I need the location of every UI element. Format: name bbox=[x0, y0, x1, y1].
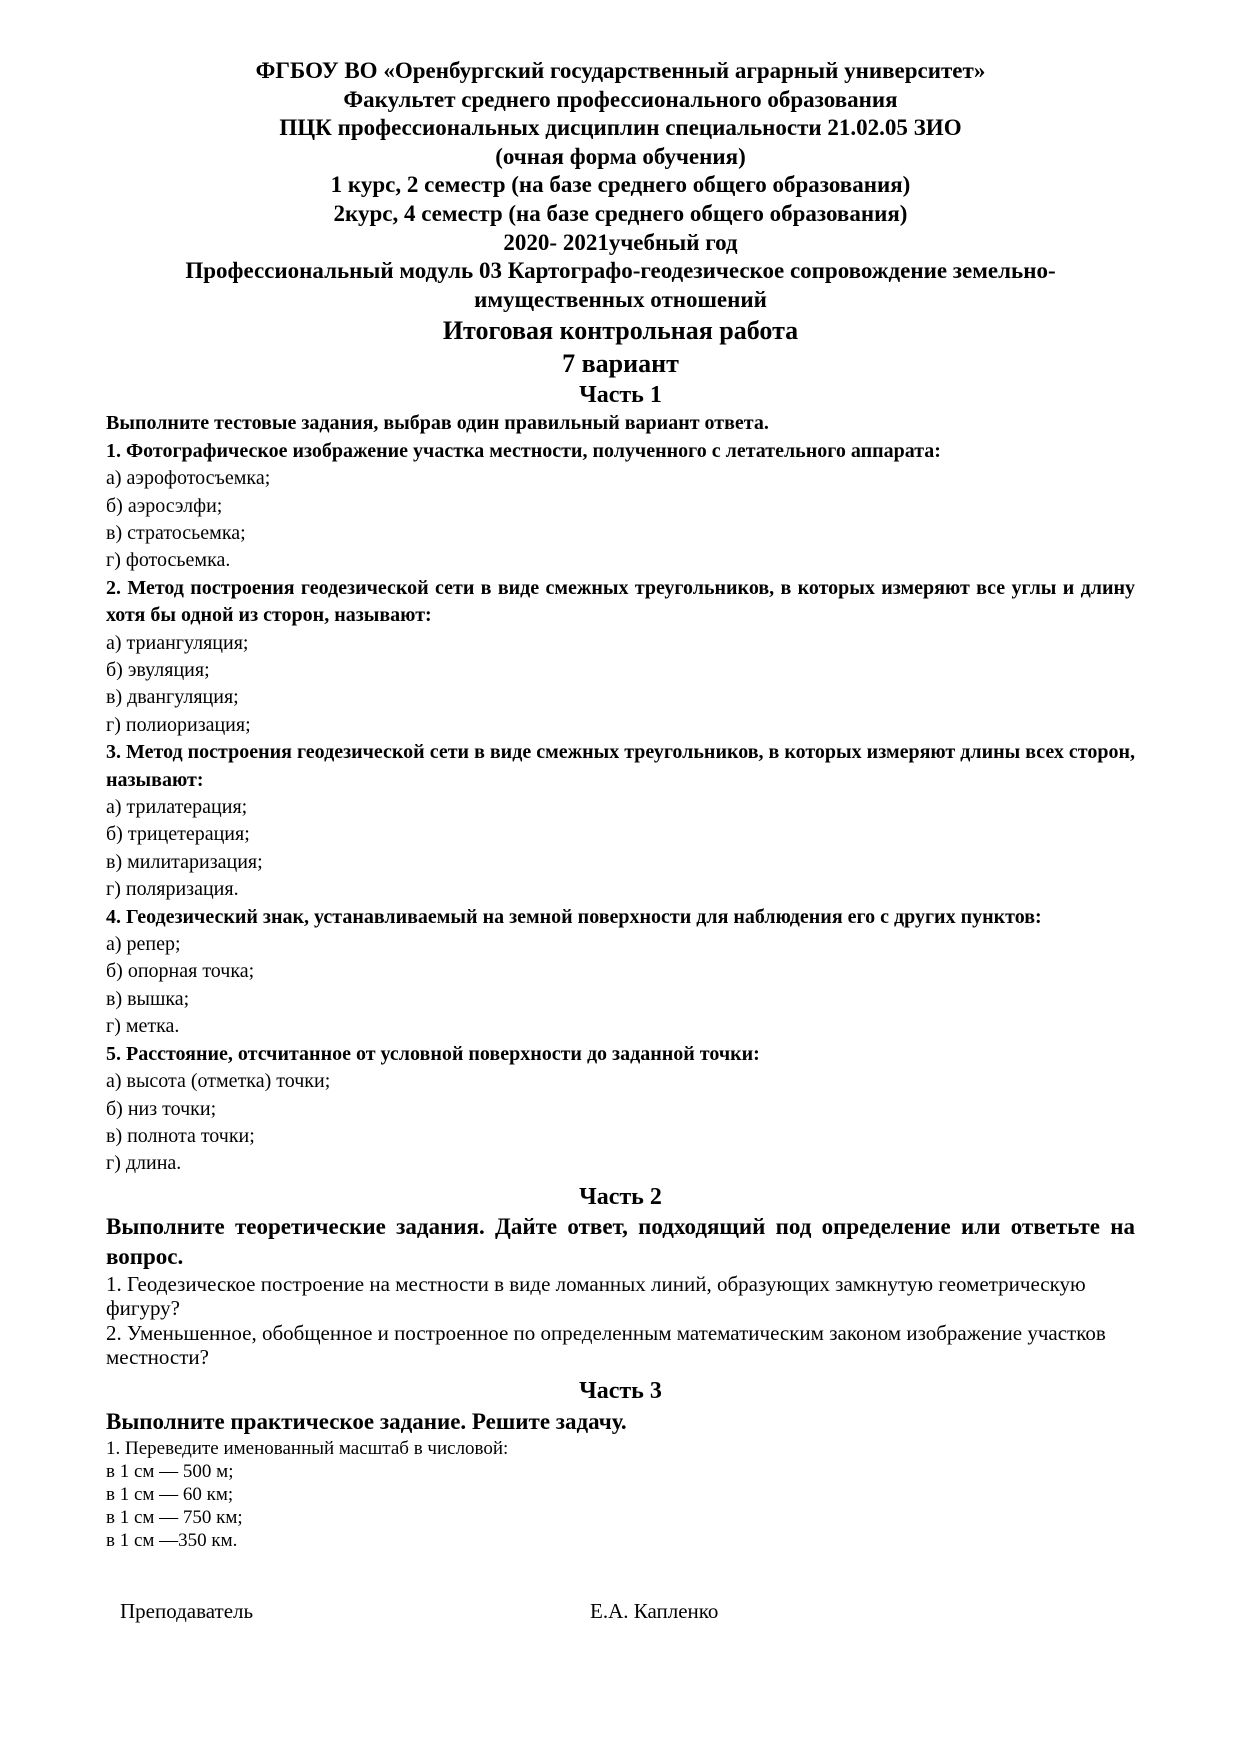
header-line-module-2: имущественных отношений bbox=[474, 286, 767, 312]
question-2-option-b: б) эвуляция; bbox=[106, 659, 210, 681]
question-4-option-g: г) метка. bbox=[106, 1015, 180, 1038]
question-5-option-b: б) низ точки; bbox=[106, 1097, 217, 1120]
question-5-option-g: г) длина. bbox=[106, 1152, 182, 1175]
header-line-specialty: ПЦК профессиональных дисциплин специальности 21.02.05 ЗИО bbox=[279, 115, 962, 141]
part1-instruction: Выполните тестовые задания, выбрав один правильный вариант ответа. bbox=[106, 412, 769, 435]
question-2-option-v: в) двангуляция; bbox=[106, 686, 239, 709]
question-4-option-a: а) репер; bbox=[106, 933, 181, 956]
scale-item-4: в 1 см —350 км. bbox=[106, 1529, 238, 1551]
question-3-text: 3. Метод построения геодезической сети в виде смежных треугольников, в которых измеряют длины всех сторон, называют: bbox=[106, 741, 1135, 791]
part3-task: 1. Переведите именованный масштаб в числовой: bbox=[106, 1437, 509, 1459]
part3-instruction: Выполните практическое задание. Решите задачу. bbox=[106, 1408, 627, 1434]
part2-instruction: Выполните теоретические задания. Дайте ответ, подходящий под определение или ответьте на вопрос. bbox=[106, 1213, 1135, 1269]
part1-heading: Часть 1 bbox=[579, 382, 662, 409]
question-2-option-a: а) триангуляция; bbox=[106, 631, 249, 654]
question-1-option-a: а) аэрофотосъемка; bbox=[106, 467, 271, 490]
part3-section bbox=[106, 1406, 1135, 1552]
part2-item-1: 1. Геодезическое построение на местности в виде ломанных линий, образующих замкнутую геометрическую фигуру? bbox=[106, 1271, 1086, 1321]
header-line-course-1: 1 курс, 2 семестр (на базе среднего общего образования) bbox=[330, 172, 911, 198]
scale-item-1: в 1 см — 500 м; bbox=[106, 1460, 234, 1482]
question-1-text: 1. Фотографическое изображение участка местности, полученного с летательного аппарата: bbox=[106, 439, 941, 462]
question-1-option-g: г) фотосьемка. bbox=[106, 549, 231, 572]
variant-label: 7 вариант bbox=[562, 349, 679, 379]
header-line-university: ФГБОУ ВО «Оренбургский государственный аграрный университет» bbox=[255, 58, 986, 83]
question-2-text: 2. Метод построения геодезической сети в виде смежных треугольников, в которых измеряют все углы и длину хотя бы одной из сторон, называют: bbox=[106, 576, 1135, 627]
question-5-option-a: а) высота (отметка) точки; bbox=[106, 1070, 331, 1093]
question-4-option-b: б) опорная точка; bbox=[106, 960, 255, 983]
header-line-study-form: (очная форма обучения) bbox=[495, 143, 746, 169]
footer-name: Е.А. Капленко bbox=[590, 1598, 719, 1623]
question-1-option-v: в) стратосьемка; bbox=[106, 521, 246, 544]
question-1-option-b: б) аэросэлфи; bbox=[106, 494, 223, 517]
part3-heading: Часть 3 bbox=[579, 1377, 662, 1404]
question-4-option-v: в) вышка; bbox=[106, 987, 190, 1010]
question-4-text: 4. Геодезический знак, устанавливаемый на земной поверхности для наблюдения его с других пунктов: bbox=[106, 905, 1042, 928]
scale-item-3: в 1 см — 750 км; bbox=[106, 1506, 243, 1528]
part2-item-2: 2. Уменьшенное, обобщенное и построенное по определенным математическим законом изображение участков местности? bbox=[106, 1320, 1106, 1370]
question-5-text: 5. Расстояние, отсчитанное от условной поверхности до заданной точки: bbox=[106, 1042, 760, 1065]
scale-item-2: в 1 см — 60 км; bbox=[106, 1483, 234, 1505]
header-line-academic-year: 2020- 2021учебный год bbox=[503, 229, 738, 255]
part2-heading: Часть 2 bbox=[579, 1183, 662, 1210]
question-3-option-a: а) трилатерация; bbox=[106, 796, 248, 819]
header-line-module-1: Профессиональный модуль 03 Картографо-геодезическое сопровождение земельно- bbox=[185, 258, 1056, 284]
question-3-option-v: в) милитаризация; bbox=[106, 850, 263, 873]
document-header bbox=[106, 57, 1135, 380]
question-5-option-v: в) полнота точки; bbox=[106, 1124, 255, 1147]
page-title: Итоговая контрольная работа bbox=[442, 316, 799, 346]
question-2-option-g: г) полиоризация; bbox=[106, 713, 251, 736]
footer-role: Преподаватель bbox=[120, 1598, 254, 1623]
question-3-option-b: б) трицетерация; bbox=[106, 823, 250, 846]
header-line-faculty: Факультет среднего профессионального образования bbox=[343, 86, 898, 112]
header-line-course-2: 2курс, 4 семестр (на базе среднего общего образования) bbox=[333, 200, 908, 226]
part2-section bbox=[106, 1212, 1135, 1370]
part1-section bbox=[106, 410, 1135, 1177]
signature-row bbox=[106, 1598, 1135, 1624]
question-3-option-g: г) поляризация. bbox=[106, 878, 239, 901]
